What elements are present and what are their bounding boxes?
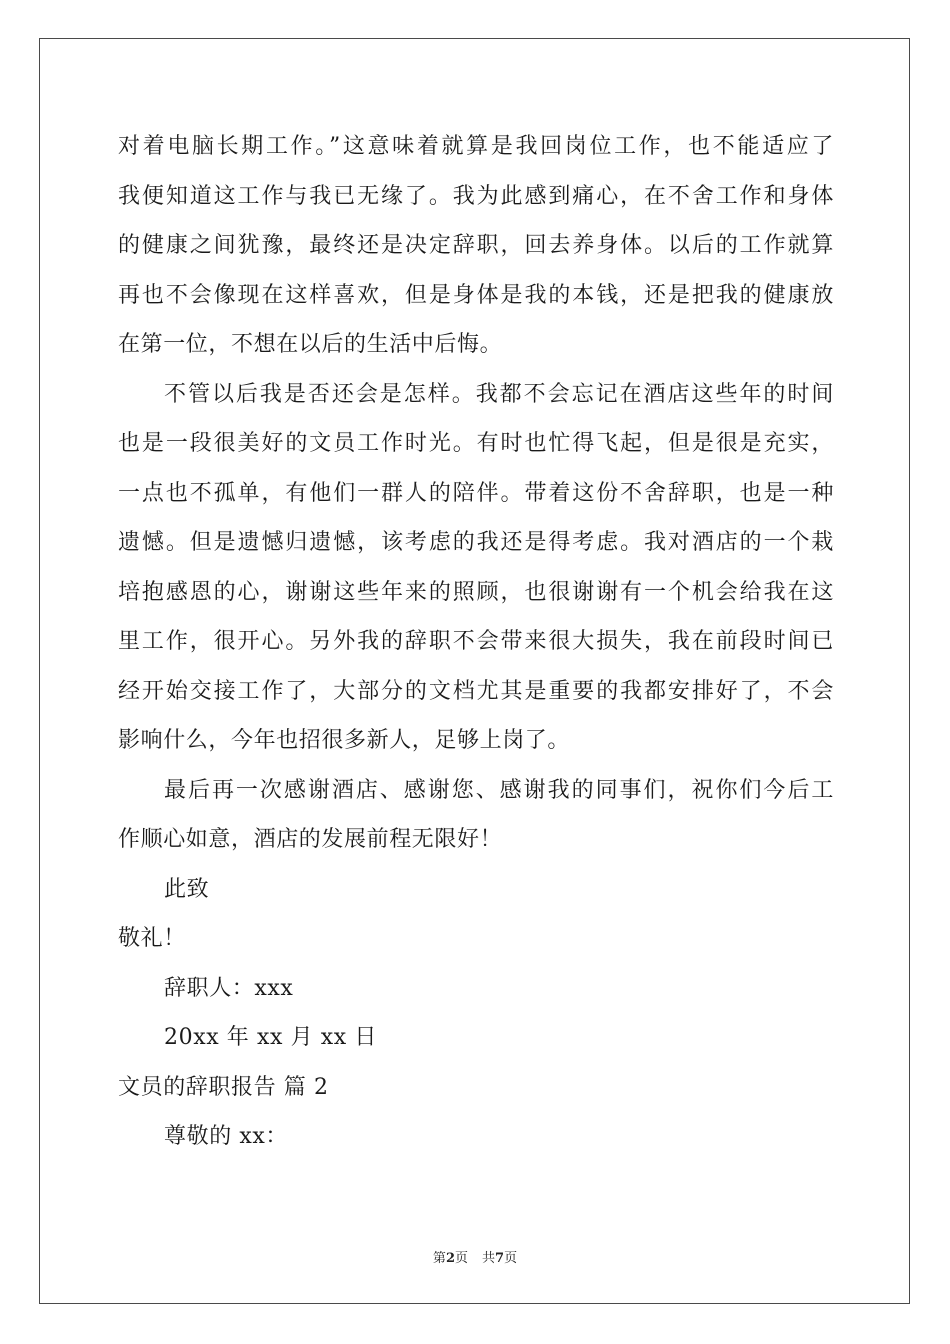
text-line: 作顺心如意，酒店的发展前程无限好！ xyxy=(118,827,503,852)
text-line: 一点也不孤单，有他们一群人的陪伴。带着这份不舍辞职，也是一种 xyxy=(118,480,834,506)
closing-salutation: 此致 xyxy=(164,876,210,902)
page-footer xyxy=(0,1247,950,1266)
text-line: 不管以后我是否还会是怎样。我都不会忘记在酒店这些年的时间 xyxy=(164,381,834,407)
text-line: 最后再一次感谢酒店、感谢您、感谢我的同事们，祝你们今后工 xyxy=(164,777,834,803)
text-line: 遗憾。但是遗憾归遗憾，该考虑的我还是得考虑。我对酒店的一个栽 xyxy=(118,530,834,555)
document-body xyxy=(118,122,834,1162)
text-line: 的健康之间犹豫，最终还是决定辞职，回去养身体。以后的工作就算 xyxy=(118,233,834,258)
footer-total-suffix: 页 xyxy=(504,1251,518,1266)
text-line: 也是一段很美好的文员工作时光。有时也忙得飞起，但是很是充实， xyxy=(118,431,834,456)
greeting-line: 尊敬的 xx： xyxy=(164,1124,289,1149)
footer-page-prefix: 第 xyxy=(432,1251,446,1266)
text-line: 影响什么，今年也招很多新人，足够上岗了。 xyxy=(118,728,571,753)
text-line: 在第一位，不想在以后的生活中后悔。 xyxy=(118,332,503,357)
text-line: 里工作，很开心。另外我的辞职不会带来很大损失，我在前段时间已 xyxy=(118,629,834,654)
footer-page-suffix: 页 xyxy=(454,1251,468,1266)
closing-regards: 敬礼！ xyxy=(118,926,186,951)
text-line: 培抱感恩的心，谢谢这些年来的照顾，也很谢谢有一个机会给我在这 xyxy=(118,579,834,605)
text-line: 再也不会像现在这样喜欢，但是身体是我的本钱，还是把我的健康放 xyxy=(118,282,834,308)
footer-total-number: 7 xyxy=(495,1251,505,1266)
signature-line: 辞职人：xxx xyxy=(164,975,294,1001)
text-line: 经开始交接工作了，大部分的文档尤其是重要的我都安排好了，不会 xyxy=(118,678,834,704)
footer-total-prefix: 共 xyxy=(482,1251,496,1266)
text-line: 我便知道这工作与我已无缘了。我为此感到痛心，在不舍工作和身体 xyxy=(118,183,834,209)
footer-page-number: 2 xyxy=(445,1251,455,1266)
text-line: 对着电脑长期工作。”这意味着就算是我回岗位工作，也不能适应了 xyxy=(118,134,834,159)
section-heading: 文员的辞职报告 篇 2 xyxy=(118,1074,329,1100)
date-line: 20xx 年 xx 月 xx 日 xyxy=(164,1025,378,1050)
